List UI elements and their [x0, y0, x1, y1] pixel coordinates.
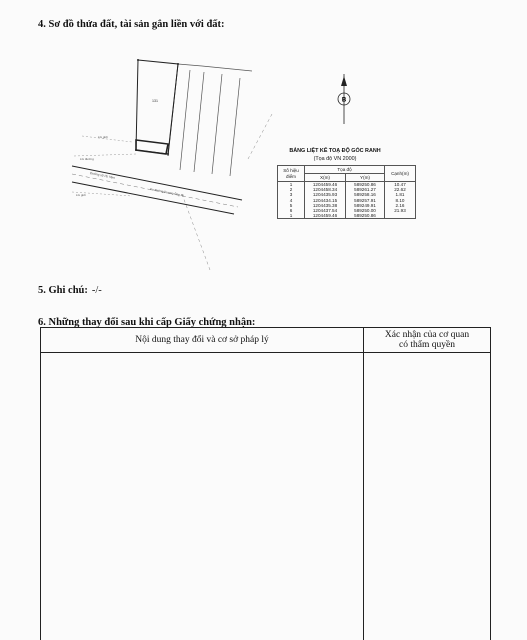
- parcel-map: [72, 44, 292, 274]
- cell-length: 1.81: [385, 192, 416, 197]
- cell-point: 5: [278, 203, 305, 208]
- road-label-2: Ko đường Dương Ông Ri: [149, 187, 184, 198]
- cell-x: 1204459.46: [305, 213, 346, 219]
- note-value: -/-: [91, 285, 102, 296]
- section6-title: 6. Những thay đổi sau khi cấp Giấy chứng nhận:: [38, 317, 256, 328]
- parcel-label: 131: [152, 99, 158, 103]
- cell-x: 1204435.93: [305, 192, 346, 197]
- coord-table: [277, 165, 416, 219]
- coord-table-title: BẢNG LIỆT KÊ TOẠ ĐỘ GÓC RANH: [289, 148, 381, 154]
- changes-table: [40, 327, 491, 640]
- cell-length: 21.93: [385, 208, 416, 213]
- table-row: [278, 213, 416, 219]
- coord-header-x: X(m): [305, 174, 346, 182]
- cell-length: 8.10: [385, 198, 416, 203]
- cell-y: 589257.91: [346, 198, 385, 203]
- coord-header-point-line2: điểm: [286, 173, 296, 179]
- cell-point: 1: [278, 182, 305, 188]
- changes-col2-header: [364, 330, 490, 352]
- subject-parcel: [136, 60, 178, 154]
- changes-col2-header-line2: có thẩm quyền: [399, 340, 455, 350]
- cell-point: 3: [278, 192, 305, 197]
- cell-length: [385, 213, 416, 219]
- cell-x: 1204435.38: [305, 203, 346, 208]
- edge-label-1: LG giới: [98, 135, 108, 139]
- cell-y: 589250.86: [346, 182, 385, 188]
- cell-point: 2: [278, 187, 305, 192]
- changes-col2-header-line1: Xác nhận của cơ quan: [384, 330, 470, 340]
- edge-label-2: LG đường: [80, 157, 94, 161]
- section5-title: [38, 285, 102, 296]
- note-label: 5. Ghi chú:: [38, 285, 88, 296]
- cell-length: 22.62: [385, 187, 416, 192]
- cell-y: 589261.27: [346, 187, 385, 192]
- coord-table-subtitle: (Tọa độ VN 2000): [313, 156, 357, 162]
- subject-parcel-front: [136, 140, 168, 154]
- cell-y: 589250.86: [346, 213, 385, 219]
- section4-title: 4. Sơ đồ thửa đất, tài sản gắn liền với đất:: [38, 19, 225, 30]
- north-arrow-icon: [333, 74, 355, 124]
- cell-y: 589258.16: [346, 192, 385, 197]
- changes-header-divider: [41, 352, 490, 353]
- cell-point: 1: [278, 213, 305, 219]
- road-label-1: Đường số 16, hẻm: [89, 171, 116, 180]
- cell-x: 1204459.46: [305, 182, 346, 188]
- cell-length: 2.16: [385, 203, 416, 208]
- changes-col1-header: Nội dung thay đổi và cơ sở pháp lý: [135, 335, 269, 345]
- cell-y: 589250.00: [346, 208, 385, 213]
- north-letter: B: [341, 97, 347, 104]
- coord-header-point: [278, 166, 305, 182]
- cell-x: 1204458.34: [305, 187, 346, 192]
- cell-y: 589249.91: [346, 203, 385, 208]
- parcel-map-drawing: [72, 44, 292, 274]
- cell-length: 10.47: [385, 182, 416, 188]
- cell-point: 4: [278, 198, 305, 203]
- edge-label-3: LG giới: [76, 193, 86, 197]
- coord-header-coords: Tọa độ: [305, 166, 385, 174]
- coord-header-length: Cạnh(m): [385, 166, 416, 182]
- changes-column-divider: [363, 328, 364, 640]
- cell-x: 1204434.15: [305, 198, 346, 203]
- coord-header-point-line1: Số hiệu: [283, 168, 299, 174]
- cell-point: 6: [278, 208, 305, 213]
- coord-header-y: Y(m): [346, 174, 385, 182]
- cell-x: 1204437.54: [305, 208, 346, 213]
